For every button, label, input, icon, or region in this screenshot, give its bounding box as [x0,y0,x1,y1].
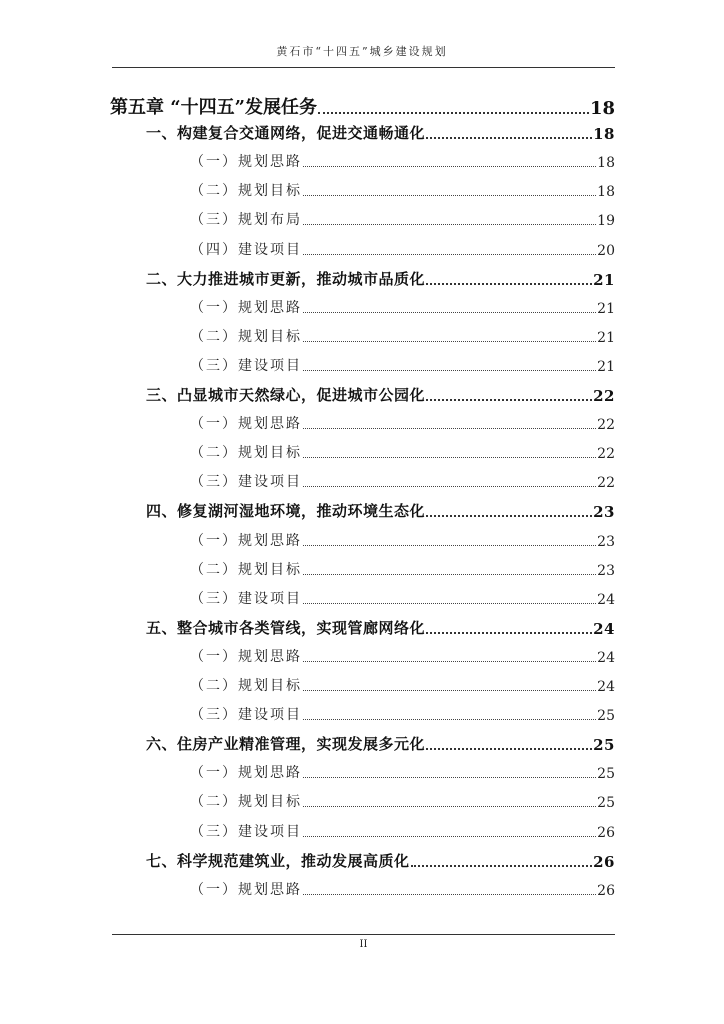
toc-entry-title: 一、构建复合交通网络，促进交通畅通化 [146,124,426,143]
toc-entry-section[interactable] [146,850,615,871]
toc-entry-page: 24 [597,679,615,695]
toc-entry-section[interactable] [146,733,615,754]
toc-entry-title: （四）建设项目 [190,241,302,258]
toc-dot-leader [303,836,596,837]
toc-entry-title: 七、科学规范建筑业，推动发展高质化 [146,851,410,870]
toc-entry-title: （二）规划目标 [190,183,302,200]
toc-entry-sub[interactable] [190,355,615,375]
toc-entry-sub[interactable] [190,209,615,229]
toc-entry-page: 25 [597,795,615,812]
toc-dot-leader [303,428,596,429]
toc-entry-sub[interactable] [190,762,615,782]
toc-entry-title: 六、住房产业精准管理，实现发展多元化 [146,735,426,754]
toc-entry-page: 23 [597,562,615,579]
toc-entry-title: 四、修复湖河湿地环境，推动环境生态化 [146,502,426,521]
toc-entry-sub[interactable] [190,588,615,608]
toc-dot-leader [426,748,592,750]
toc-entry-sub[interactable] [190,559,615,579]
toc-dot-leader [303,574,596,575]
toc-dot-leader [303,719,596,720]
toc-dot-leader [426,632,592,634]
toc-entry-title: （三）建设项目 [190,823,302,840]
toc-entry-page: 18 [597,155,615,172]
toc-entry-sub[interactable] [190,239,615,259]
toc-entry-title: 第五章 “十四五”发展任务 [110,97,317,118]
toc-entry-section[interactable] [146,617,615,638]
toc-entry-title: （三）建设项目 [190,357,302,374]
toc-entry-title: （一）规划思路 [190,532,302,549]
toc-entry-page: 22 [597,446,615,463]
toc-entry-sub[interactable] [190,413,615,433]
toc-dot-leader [426,399,592,401]
toc-entry-sub[interactable] [190,471,615,491]
toc-entry-page: 22 [597,417,615,434]
toc-dot-leader [426,283,592,285]
toc-entry-page: 25 [597,708,615,725]
toc-entry-title: （二）规划目标 [190,678,302,694]
page-header: 黄石市“十四五”城乡建设规划 [276,45,448,58]
toc-entry-title: （一）规划思路 [190,416,302,433]
toc-entry-title: （二）规划目标 [190,445,302,462]
toc-entry-page: 26 [597,882,615,899]
toc-entry-page: 24 [597,649,615,666]
toc-entry-section[interactable] [146,122,615,143]
header-divider [112,67,615,68]
toc-entry-page: 23 [597,533,615,550]
toc-entry-title: （一）规划思路 [190,154,302,171]
toc-dot-leader [303,894,596,895]
toc-entry-title: 三、凸显城市天然绿心，促进城市公园化 [146,386,426,404]
toc-entry-section[interactable] [146,268,615,289]
toc-entry-title: （一）规划思路 [190,881,302,898]
toc-entry-sub[interactable] [190,297,615,317]
toc-entry-title: 五、整合城市各类管线，实现管廊网络化 [146,618,426,637]
toc-entry-section[interactable] [146,384,615,405]
toc-entry-page: 18 [589,98,615,119]
toc-entry-title: （二）规划目标 [190,561,302,578]
toc-entry-sub[interactable] [190,442,615,462]
toc-entry-page: 26 [597,824,615,841]
toc-entry-page: 21 [593,270,615,289]
toc-dot-leader [303,312,596,313]
toc-dot-leader [303,341,596,342]
toc-entry-page: 24 [597,591,615,608]
toc-entry-page: 25 [597,766,615,783]
toc-entry-page: 24 [593,619,615,638]
toc-dot-leader [303,370,596,371]
footer-divider [112,934,615,935]
toc-dot-leader [303,486,596,487]
toc-entry-sub[interactable] [190,180,615,200]
toc-entry-sub[interactable] [190,530,615,550]
toc-entry-title: （三）规划布局 [190,212,302,229]
toc-entry-title: （二）规划目标 [190,328,302,345]
toc-entry-page: 22 [593,387,615,405]
toc-entry-sub[interactable] [190,326,615,346]
toc-dot-leader [318,112,589,114]
toc-entry-sub[interactable] [190,646,615,666]
toc-entry-page: 22 [597,475,615,492]
toc-dot-leader [426,515,592,517]
toc-dot-leader [303,777,596,778]
toc-entry-title: （一）规划思路 [190,765,302,782]
toc-dot-leader [303,457,596,458]
toc-entry-page: 20 [597,242,615,259]
toc-dot-leader [411,865,593,867]
toc-entry-page: 19 [597,213,615,230]
toc-entry-title: 二、大力推进城市更新，推动城市品质化 [146,269,426,288]
toc-entry-sub[interactable] [190,675,615,695]
toc-entry-page: 18 [597,184,615,201]
toc-dot-leader [303,254,596,255]
toc-entry-sub[interactable] [190,821,615,841]
toc-entry-page: 25 [593,736,615,755]
toc-entry-page: 21 [597,300,615,317]
toc-dot-leader [303,690,596,691]
toc-entry-sub[interactable] [190,704,615,724]
toc-entry-page: 18 [593,125,615,144]
toc-dot-leader [303,224,596,225]
toc-entry-chapter[interactable] [110,93,615,119]
toc-entry-title: （一）规划思路 [190,299,302,316]
toc-entry-title: （三）建设项目 [190,590,302,607]
toc-dot-leader [303,661,596,662]
toc-entry-sub[interactable] [190,151,615,171]
toc-dot-leader [303,806,596,807]
toc-entry-page: 26 [593,852,615,871]
toc-entry-section[interactable] [146,500,615,521]
toc-dot-leader [303,195,596,196]
toc-entry-page: 23 [593,503,615,522]
toc-entry-sub[interactable] [190,879,615,899]
toc-dot-leader [426,137,592,139]
toc-entry-sub[interactable] [190,791,615,811]
toc-entry-title: （二）规划目标 [190,794,302,811]
toc-entry-page: 21 [597,358,615,375]
toc-entry-title: （三）建设项目 [190,474,302,491]
toc-dot-leader [303,603,596,604]
page-number: II [359,939,368,950]
toc-entry-page: 21 [597,329,615,346]
toc-dot-leader [303,166,596,167]
toc-dot-leader [303,545,596,546]
toc-entry-title: （一）规划思路 [190,648,302,665]
toc-entry-title: （三）建设项目 [190,707,302,724]
